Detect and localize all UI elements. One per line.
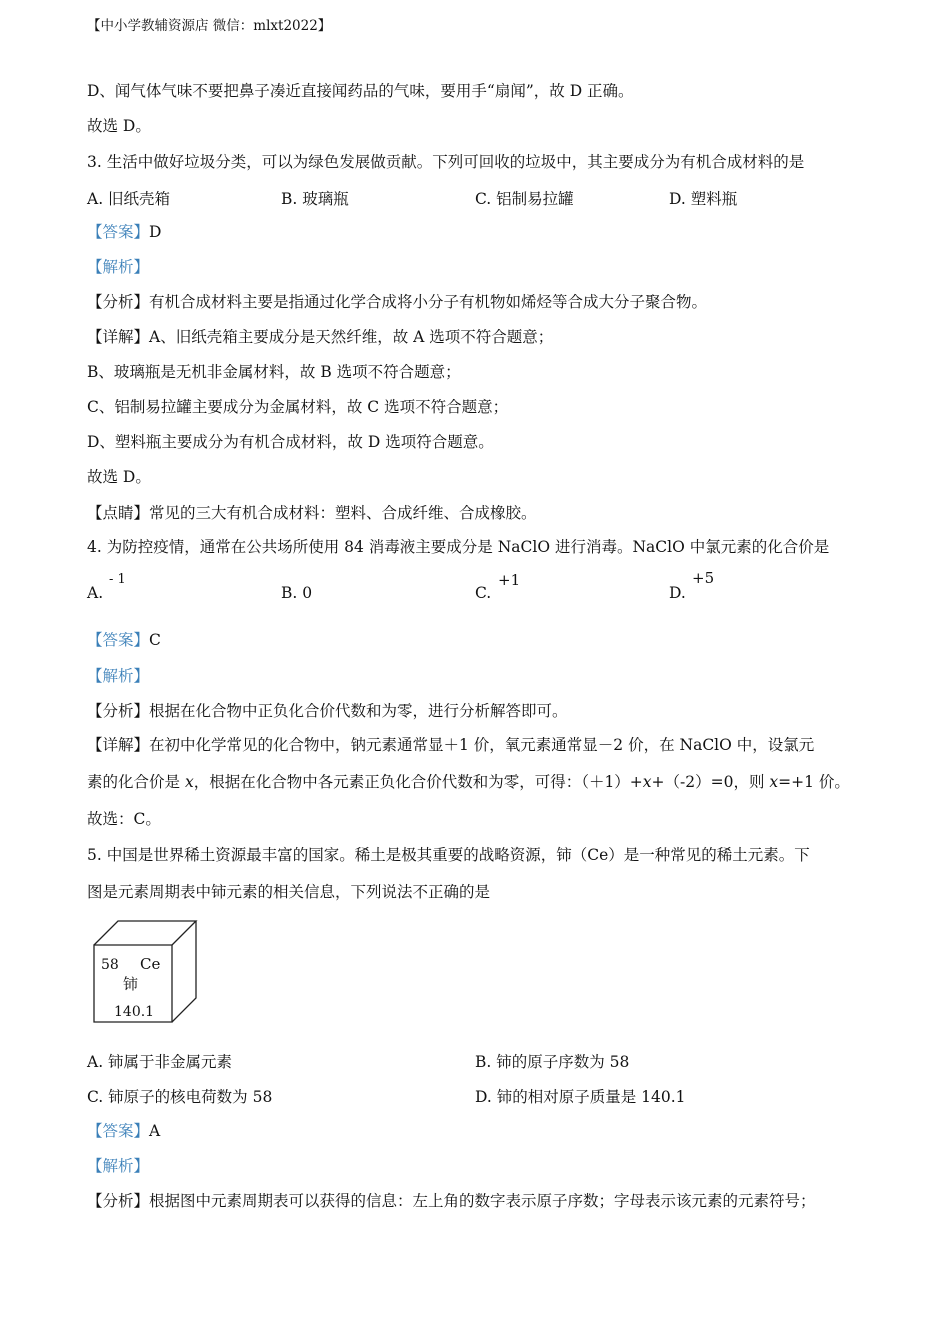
answer-tag: 【答案】 <box>87 1122 150 1140</box>
fenxi-tag: 【分析】 <box>87 1192 150 1210</box>
detail-tag: 【详解】 <box>87 736 150 754</box>
q3-detail-c: C、铝制易拉罐主要成分为金属材料，故 C 选项不符合题意； <box>87 398 509 416</box>
dianjing-tag: 【点睛】 <box>87 504 150 522</box>
element-name: 铈 <box>123 975 139 993</box>
q5-option-a: A. 铈属于非金属元素 <box>87 1053 233 1071</box>
element-atomic-number: 58 <box>101 957 119 973</box>
q3-option-c: C. 铝制易拉罐 <box>475 190 574 208</box>
fenxi-tag: 【分析】 <box>87 293 150 311</box>
cerium-element-cube-figure <box>90 918 202 1026</box>
q5-option-b: B. 铈的原子序数为 58 <box>475 1053 630 1071</box>
q5-fenxi <box>87 1191 816 1211</box>
q4-fenxi <box>87 701 568 721</box>
answer-value: C <box>149 631 161 649</box>
q3-option-a: A. 旧纸壳箱 <box>87 190 171 208</box>
element-atomic-mass: 140.1 <box>114 1004 155 1020</box>
q3-analysis-heading: 【解析】 <box>87 258 150 276</box>
q2-conclusion: 故选 D。 <box>87 117 151 135</box>
detail-part: =+1 价。 <box>778 773 850 791</box>
q3-detail-d: D、塑料瓶主要成分为有机合成材料，故 D 选项符合题意。 <box>87 433 494 451</box>
detail-tag: 【详解】 <box>87 328 150 346</box>
q2-option-d-explanation: D、闻气体气味不要把鼻子凑近直接闻药品的气味，要用手“扇闻”，故 D 正确。 <box>87 82 634 100</box>
q5-analysis-heading: 【解析】 <box>87 1157 150 1175</box>
q4-option-a-value: - 1 <box>109 572 126 587</box>
q3-detail-a <box>87 327 553 347</box>
q5-answer <box>87 1121 160 1141</box>
q4-answer <box>87 630 161 650</box>
fenxi-text: 有机合成材料主要是指通过化学合成将小分子有机物如烯烃等合成大分子聚合物。 <box>149 293 708 311</box>
q4-option-c-label: C. <box>475 584 492 602</box>
answer-value: D <box>149 223 162 241</box>
q3-dianjing <box>87 503 537 523</box>
variable-x: x <box>184 773 194 791</box>
watermark-header: 【中小学教辅资源店 微信：mlxt2022】 <box>87 18 332 34</box>
q3-fenxi <box>87 292 707 312</box>
fenxi-tag: 【分析】 <box>87 702 150 720</box>
answer-tag: 【答案】 <box>87 631 150 649</box>
fenxi-text: 根据图中元素周期表可以获得的信息：左上角的数字表示原子序数；字母表示该元素的元素符号； <box>149 1192 816 1210</box>
q4-analysis-heading: 【解析】 <box>87 667 150 685</box>
q3-answer <box>87 222 161 242</box>
q3-detail-b: B、玻璃瓶是无机非金属材料，故 B 选项不符合题意； <box>87 363 461 381</box>
q5-option-c: C. 铈原子的核电荷数为 58 <box>87 1088 273 1106</box>
q4-detail-1 <box>87 735 814 755</box>
q4-option-a-label: A. <box>87 584 104 602</box>
dianjing-text: 常见的三大有机合成材料：塑料、合成纤维、合成橡胶。 <box>149 504 537 522</box>
fenxi-text: 根据在化合物中正负化合价代数和为零，进行分析解答即可。 <box>149 702 568 720</box>
q3-option-d: D. 塑料瓶 <box>669 190 738 208</box>
detail-text: A、旧纸壳箱主要成分是天然纤维，故 A 选项不符合题意； <box>149 328 554 346</box>
q4-option-c-value: +1 <box>498 571 521 589</box>
q4-detail-2 <box>87 772 850 792</box>
q4-option-d-label: D. <box>669 584 686 602</box>
q5-option-d: D. 铈的相对原子质量是 140.1 <box>475 1088 686 1106</box>
variable-x: x <box>642 773 652 791</box>
detail-text: 在初中化学常见的化合物中，钠元素通常显＋1 价，氧元素通常显－2 价，在 NaClO 中，设氯元 <box>149 736 815 754</box>
q3-stem: 3. 生活中做好垃圾分类，可以为绿色发展做贡献。下列可回收的垃圾中，其主要成分为有机合成材料的是 <box>87 153 805 171</box>
q4-stem: 4. 为防控疫情，通常在公共场所使用 84 消毒液主要成分是 NaClO 进行消毒。NaClO 中氯元素的化合价是 <box>87 538 830 556</box>
q5-stem-line-2: 图是元素周期表中铈元素的相关信息，下列说法不正确的是 <box>87 883 491 901</box>
q3-option-b: B. 玻璃瓶 <box>281 190 349 208</box>
q4-option-b-label: B. 0 <box>281 584 313 602</box>
answer-tag: 【答案】 <box>87 223 150 241</box>
answer-value: A <box>149 1122 161 1140</box>
q4-conclusion: 故选：C。 <box>87 810 161 828</box>
element-symbol: Ce <box>140 955 161 973</box>
variable-x: x <box>769 773 779 791</box>
detail-part: +（-2）=0，则 <box>651 773 770 791</box>
detail-part: 素的化合价是 <box>87 773 185 791</box>
q3-conclusion: 故选 D。 <box>87 468 151 486</box>
q5-stem-line-1: 5. 中国是世界稀土资源最丰富的国家。稀土是极其重要的战略资源，铈（Ce）是一种常见的稀土元素。下 <box>87 846 810 864</box>
q4-option-d-value: +5 <box>692 569 715 587</box>
detail-part: ，根据在化合物中各元素正负化合价代数和为零，可得：（＋1）+ <box>193 773 643 791</box>
